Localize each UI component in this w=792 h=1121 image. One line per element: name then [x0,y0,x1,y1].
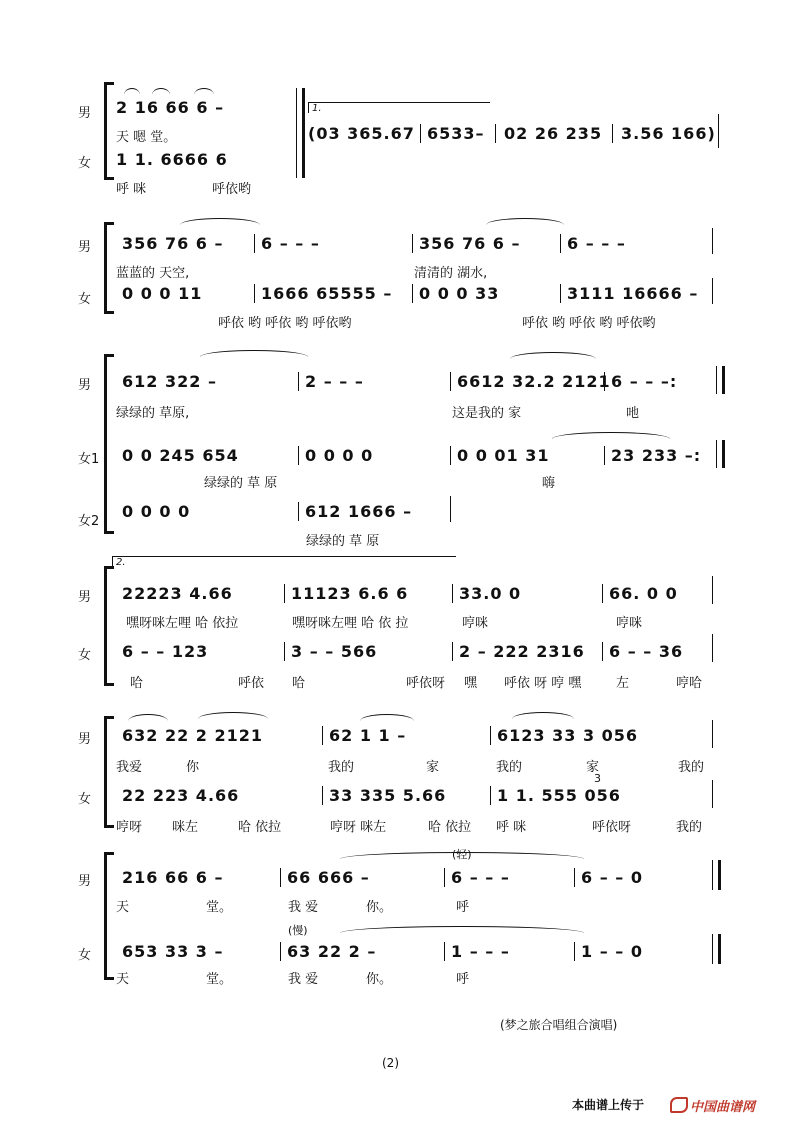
lyric: 绿绿的 草原, [116,406,190,421]
lyric: 这是我的 家 [452,406,522,421]
system-bracket [104,354,107,534]
slur [360,714,414,721]
measure-notes: 6 – – 123 [122,642,209,661]
repeat-barline [716,440,725,468]
voice-label: 男 [78,732,92,747]
lyric: 呼依呀 [406,676,446,691]
site-logo[interactable]: 中国曲谱网 [690,1100,756,1115]
lyric: 呼依 [238,676,265,691]
measure-notes: 23 233 –: [604,446,716,465]
notes-row [116,372,716,391]
notes-row [116,868,712,887]
measure-notes: 6533– [420,124,495,143]
measure-notes: 6123 33 3 056 [490,726,712,745]
slur [152,88,170,95]
measure-notes: 653 33 3 – [122,942,224,961]
system-bracket [104,852,107,980]
notes-row [116,284,712,303]
voice-label: 男 [78,874,92,889]
notes-row [308,124,733,143]
lyric: 我的 [496,760,523,775]
measure-notes: 66 666 – [280,868,444,887]
lyric: 哼呀 咪左 [330,820,387,835]
system-4 [0,556,792,696]
double-barline [296,88,305,178]
lyric: 我的 [328,760,355,775]
notes-row [116,446,716,465]
notes-row [116,584,702,603]
voice-label: 女 [78,948,92,963]
measure-notes: 0 0 01 31 [450,446,604,465]
lyric: 呼依 哟 呼依 哟 呼依哟 [522,316,656,331]
barline [712,228,713,254]
lyric: 嘿呀咪左哩 哈 依拉 [126,616,239,631]
lyric: 哼哈 [676,676,703,691]
measure-notes: 216 66 6 – [122,868,224,887]
measure-notes: 2 – 222 2316 [452,642,602,661]
lyric: 哈 [130,676,144,691]
measure-notes: 0 0 245 654 [122,446,239,465]
voice-label: 女2 [78,514,100,529]
measure-notes: 33.0 0 [452,584,602,603]
slur [124,88,140,95]
lyric: 咪左 [172,820,199,835]
system-3 [0,350,792,550]
lyric: 天 [116,900,130,915]
lyric: 哼呀 [116,820,143,835]
notes-row [116,942,712,961]
lyric: 我爱 [116,760,143,775]
lyric: 呼 咪 [496,820,527,835]
voice-label: 女 [78,792,92,807]
lyric: 呼依呀 [592,820,632,835]
lyric: 呼 [456,972,470,987]
lyric: 天 [116,972,130,987]
notes-row [116,786,712,805]
system-bracket [104,566,107,686]
measure-notes: 62 1 1 – [322,726,490,745]
notes-row [116,502,450,521]
measure-notes: 612 1666 – [298,502,450,521]
lyric: 堂。 [206,972,233,987]
lyric: 蓝蓝的 天空, [116,266,190,281]
system-5 [0,712,792,842]
measure-notes: 6 – – 0 [574,868,712,887]
voice-label: 女 [78,648,92,663]
notes-row [116,726,712,745]
system-1 [0,78,792,197]
measure-notes: 6 – – – [444,868,574,887]
lyric: 我的 [678,760,705,775]
lyric: 呼依 呀 哼 嘿 [504,676,582,691]
lyric: 家 [426,760,440,775]
lyric: 绿绿的 草 原 [306,534,380,549]
system-bracket [104,222,107,314]
slur [194,88,214,95]
lyric: 哼咪 [462,616,489,631]
volta-bracket: 2. [112,556,456,567]
measure-notes: 0 0 0 0 [298,446,450,465]
lyric: 哈 依拉 [428,820,472,835]
barline [718,114,719,148]
voice-label: 女1 [78,452,100,467]
barline [712,780,713,808]
tie [340,852,584,859]
measure-notes: 6612 32.2 2121 [450,372,604,391]
measure-notes: 22 223 4.66 [122,786,240,805]
voice-label: 男 [78,240,92,255]
slur [200,350,308,357]
barline [712,576,713,604]
lyric: 天 嗯 堂。 [116,130,177,145]
slur [552,432,670,439]
measure-notes: 2 – – – [298,372,450,391]
lyric: 嘿呀咪左哩 哈 依 拉 [292,616,409,631]
notes-row [116,98,296,117]
lyric: 你 [186,760,200,775]
lyric: 吔 [626,406,640,421]
voice-label: 女 [78,156,92,171]
barline [712,278,713,304]
system-bracket [104,716,107,828]
measure-notes: 3 – – 566 [284,642,452,661]
measure-notes: 3111 16666 – [560,284,712,303]
measure-notes: 1 1. 6666 6 [116,150,228,169]
measure-notes: 1666 65555 – [254,284,412,303]
grace-note-mark: 3 [594,772,601,785]
measure-notes: 1 1. 555 056 [490,786,712,805]
measure-notes: 1 – – – [444,942,574,961]
lyric: 你。 [366,900,393,915]
performer-credit: (梦之旅合唱组合演唱) [500,1018,618,1032]
measure-notes: 6 – – – [560,234,712,253]
lyric: 呼 咪 [116,182,147,197]
final-barline [712,934,721,964]
measure-notes: 612 322 – [122,372,217,391]
measure-notes: 6 – – –: [604,372,716,391]
measure-notes: (03 365.67 [308,124,415,143]
tempo-slow: (慢) [288,924,308,937]
voice-label: 男 [78,106,92,121]
notes-row [116,234,712,253]
measure-notes: 0 0 0 11 [122,284,203,303]
lyric: 左 [616,676,630,691]
lyric: 家 [586,760,600,775]
lyric: 哈 [292,676,306,691]
measure-notes: 1 – – 0 [574,942,712,961]
lyric: 嘿 [464,676,478,691]
measure-notes: 356 76 6 – [122,234,224,253]
voice-label: 男 [78,590,92,605]
notes-row [116,150,296,169]
repeat-barline [716,366,725,394]
lyric: 你。 [366,972,393,987]
system-bracket [104,82,107,180]
voice-label: 女 [78,292,92,307]
measure-notes: 33 335 5.66 [322,786,490,805]
lyric: 我 爱 [288,900,319,915]
barline [450,496,451,522]
measure-notes: 632 22 2 2121 [122,726,264,745]
tie [340,926,584,933]
lyric: 清清的 湖水, [414,266,488,281]
measure-notes: 2 16 66 6 – [116,98,225,117]
measure-notes: 02 26 235 [495,124,612,143]
site-logo-icon [670,1097,688,1113]
lyric: 堂。 [206,900,233,915]
lyric: 绿绿的 草 原 [204,476,278,491]
upload-note: 本曲谱上传于 [572,1098,645,1112]
measure-notes: 6 – – 36 [602,642,702,661]
lyric: 我 爱 [288,972,319,987]
lyric: 呼依 哟 呼依 哟 呼依哟 [218,316,352,331]
lyric: 哼咪 [616,616,643,631]
lyric: 呼 [456,900,470,915]
measure-notes: 0 0 0 33 [412,284,560,303]
measure-notes: 0 0 0 0 [122,502,191,521]
lyric: 嗨 [542,476,556,491]
measure-notes: 63 22 2 – [280,942,444,961]
slur [512,712,574,719]
dynamic-light: (轻) [452,848,472,861]
voice-label: 男 [78,378,92,393]
barline [712,720,713,748]
measure-notes: 3.56 166) [612,124,733,143]
lyric: 哈 依拉 [238,820,282,835]
measure-notes: 6 – – – [254,234,412,253]
barline [712,634,713,662]
system-2 [0,218,792,331]
final-barline [712,860,721,890]
measure-notes: 22223 4.66 [122,584,233,603]
slur [510,352,596,359]
system-6 [0,846,792,986]
page-number: (2) [382,1056,399,1070]
slur [180,218,260,225]
slur [128,714,168,721]
lyric: 呼依哟 [212,182,252,197]
slur [198,712,268,719]
measure-notes: 66. 0 0 [602,584,702,603]
measure-notes: 356 76 6 – [412,234,560,253]
measure-notes: 11123 6.6 6 [284,584,452,603]
lyric: 我的 [676,820,703,835]
volta-bracket: 1. [308,102,490,113]
slur [486,218,564,225]
notes-row [116,642,702,661]
